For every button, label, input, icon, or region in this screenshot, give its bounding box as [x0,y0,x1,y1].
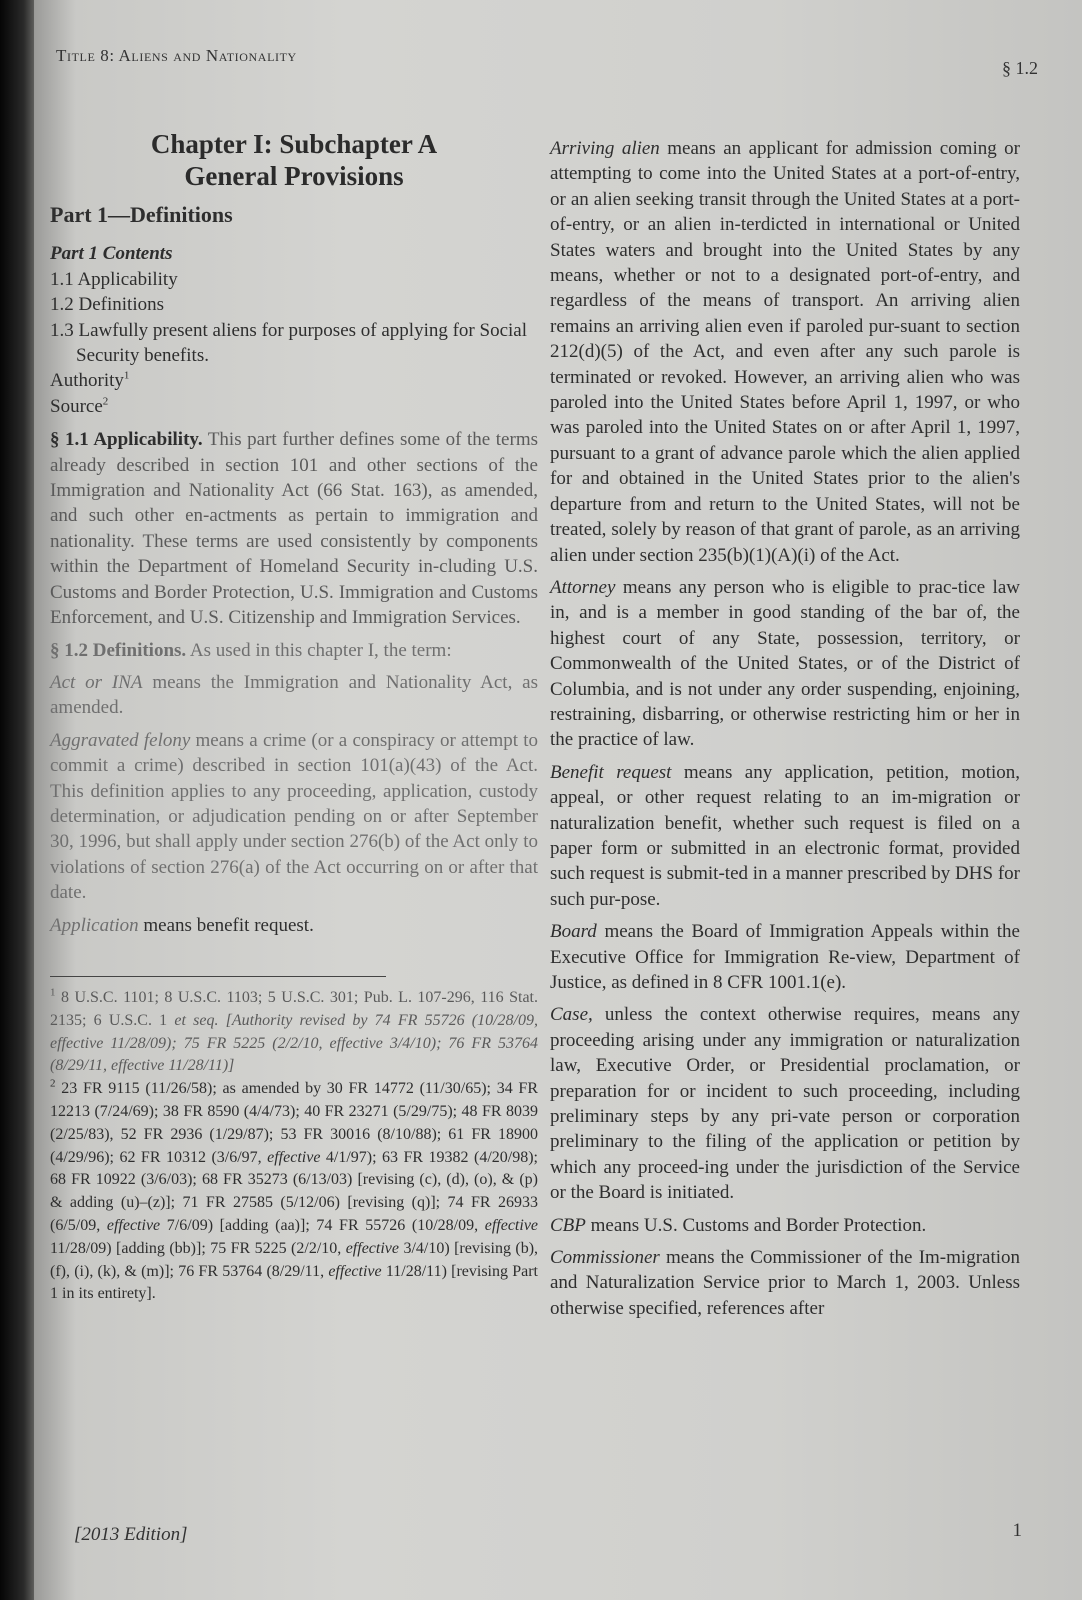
footnote-2-text: 7/6/09) [adding (aa)]; 74 FR 55726 (10/28/09, [166,1216,479,1234]
definition-term: Act or INA [50,671,143,693]
section-1-1 [50,427,538,630]
definition-act [50,670,538,721]
definition-term: Aggravated felony [50,729,191,751]
definition-commissioner [550,1245,1020,1321]
definition-text: unless the context otherwise requires, means any proceeding arising under any immigration or naturalization law, Executive Order, or Presidential proclamation, or preparation for or incident to such proceeding, including preliminary steps by any pri-vate person or corporation preliminary to the filing of the application or petition by which any proceed-ing under the jurisdiction of the Service or the Board is initiated. [550,1004,1021,1204]
definition-term: Arriving alien [550,138,660,159]
definition-text: means the Immigration and Nationality Act, as amended. [50,671,538,719]
footnote-2-text: 11/28/11) [revising Part 1 in its entirety]. [50,1262,538,1303]
section-1-1-text: This part further defines some of the terms already described in section 101 and other sections of the Immigration and Nationality Act (66 Stat. 163), as amended, and such other en-actments as pertain to immigration and nationality. These terms are used consistently by components within the Department of Homeland Security in-cluding U.S. Customs and Border Protection, U.S. Immigration and Customs Enforcement, and U.S. Citizenship and Immigration Services. [50,429,538,629]
definition-text: means the Board of Immigration Appeals within the Executive Office for Immigration Re-view, Department of Justice, as defined in 8 CFR 1001.1(e). [550,921,1020,993]
section-1-2-heading: § 1.2 Definitions. [50,639,187,661]
toc-item: 1.1 Applicability [50,268,178,290]
footnote-2-italic: effective [328,1262,382,1280]
definition-text: means U.S. Customs and Border Protection. [590,1214,927,1236]
definition-term: Benefit request [550,761,672,783]
footnote-ref-2: 2 [102,395,109,408]
definition-term: CBP [550,1214,586,1236]
definition-case [550,1002,1020,1205]
source-label: Source [50,395,103,417]
toc-item: 1.3 Lawfully present aliens for purposes of applying for Social Security benefits. [50,319,527,367]
footnote-divider [50,976,386,977]
definition-cbp [550,1213,1020,1238]
chapter-title [50,128,538,192]
definition-text: means any person who is eligible to prac-tice law in, and is a member in good standing of the bar of, the highest court of any State, possession, territory, or Commonwealth of the United States, or of the District of Columbia, and is not under any order suspending, enjoining, restraining, disbarring, or otherwise restricting him or her in the practice of law. [550,576,1020,751]
toc-item: 1.2 Definitions [50,294,164,316]
document-page [34,0,1082,1600]
footnote-2-mark: 2 [50,1077,56,1090]
right-column [550,136,1020,1328]
section-1-2-text: As used in this chapter I, the term: [189,639,452,661]
definition-text: means a crime (or a conspiracy or attempt to commit a crime) described in section 101(a)(43) of the Act. This definition applies to any proceeding, application, custody determination, or adjudication pending on or after September 30, 1996, but shall apply under section 276(b) of the Act only to violations of section 276(a) of the Act occurring on or after that date. [50,729,539,904]
footnote-2-italic: effective [267,1148,321,1166]
footnote-2-text: 4/1/97); 63 FR 19382 (4/20/98); 68 FR 10922 (3/6/03); 68 FR 35273 (6/13/03) [revising (c), (d), (o), & (p) & adding (u)–(z)]; 71 FR 27585 (5/12/06) [revising (q)]; 74 FR 26933 (6/5/09, [50,1148,538,1234]
definition-application [50,913,538,938]
footnote-1 [50,987,538,1078]
definition-attorney [550,575,1020,753]
definition-term: Attorney [550,576,616,598]
book-spine-shadow [0,0,34,1600]
definition-text: means any application, petition, motion, appeal, or other request relating to an im-migration or naturalization benefit, whether such request is filed on a paper form or submitted in an electronic format, provided such request is submit-ted in a manner prescribed by DHS for such pur-pose. [550,761,1020,910]
running-title: Title 8: Aliens and Nationality [56,46,297,65]
footnote-2-italic: effective [345,1239,399,1257]
footnote-2-text: 11/28/09) [adding (bb)]; 75 FR 5225 (2/2/10, [50,1239,342,1257]
footnote-1-italic: et seq. [Authority revised by 74 FR 55726 (10/28/09, effective 11/28/09); 75 FR 5225 (2/2/10, effective 3/4/10); 76 FR 53764 (8/29/11, effective 11/28/11)] [50,1011,538,1075]
section-1-2 [50,638,538,663]
left-column [50,128,538,1306]
edition-label: [2013 Edition] [74,1524,188,1545]
table-of-contents [50,267,538,419]
part-title: Part 1—Definitions [50,202,233,227]
contents-heading: Part 1 Contents [50,243,173,265]
footnote-2-italic: effective [106,1216,161,1234]
definition-term: Board [550,921,597,943]
footnote-2-text: 3/4/10) [revising (b), (f), (i), (k), & (m)]; 76 FR 53764 (8/29/11, [50,1239,539,1280]
footnote-2-italic: effective [484,1216,539,1234]
footnote-ref-1: 1 [123,370,130,383]
authority-label: Authority [50,370,124,392]
definition-text: means the Commissioner of the Im-migration and Naturalization Service prior to March 1, 2003. Unless otherwise specified, references after [550,1247,1021,1319]
definition-text: means benefit request. [143,914,314,936]
definition-board [550,919,1020,995]
section-1-1-heading: § 1.1 Applicability. [50,429,203,451]
definition-term: Case, [550,1004,593,1026]
source-line [50,394,538,419]
definition-term: Application [50,914,139,936]
footnote-2 [50,1078,538,1306]
definition-term: Commissioner [550,1247,660,1269]
footnote-1-text: 8 U.S.C. 1101; 8 U.S.C. 1103; 5 U.S.C. 301; Pub. L. 107-296, 116 Stat. 2135; 6 U.S.C. 1 [50,988,538,1029]
definition-aggravated-felony [50,728,538,906]
chapter-title-line-1: Chapter I: Subchapter A [150,129,438,159]
definition-arriving-alien [550,136,1020,568]
page-number: 1 [1012,1520,1022,1541]
definition-text: means an applicant for admission coming or attempting to come into the United States at a port-of-entry, or an alien seeking transit through the United States at a port-of-entry, or an alien in-terdicted in international or United States waters and brought into the United States by any means, whether or not to a designated port-of-entry, and regardless of the means of transport. An arriving alien remains an arriving alien even if paroled pur-suant to section 212(d)(5) of the Act, and even after any such parole is terminated or revoked. However, an arriving alien who was paroled into the United States before April 1, 1997, or who was paroled into the United States on or after April 1, 1997, pursuant to a grant of advance parole which the alien applied for and obtained in the United States prior to the alien's departure from and return to the United States, will not be treated, solely by reason of that grant of parole, as an arriving alien under section 235(b)(1)(A)(i) of the Act. [550,138,1020,566]
chapter-title-line-2: General Provisions [184,161,404,191]
footnote-2-text: 23 FR 9115 (11/26/58); as amended by 30 FR 14772 (11/30/65); 34 FR 12213 (7/24/69); 38 FR 8590 (4/4/73); 40 FR 23271 (5/29/75); 48 FR 8039 (2/25/83), 52 FR 2936 (1/29/87); 53 FR 30016 (8/10/88); 61 FR 18900 (4/29/96); 62 FR 10312 (3/6/97, [50,1080,538,1166]
section-marker: § 1.2 [1002,58,1038,78]
authority-line [50,368,538,393]
definition-benefit-request [550,760,1020,912]
footnote-1-mark: 1 [50,986,56,999]
